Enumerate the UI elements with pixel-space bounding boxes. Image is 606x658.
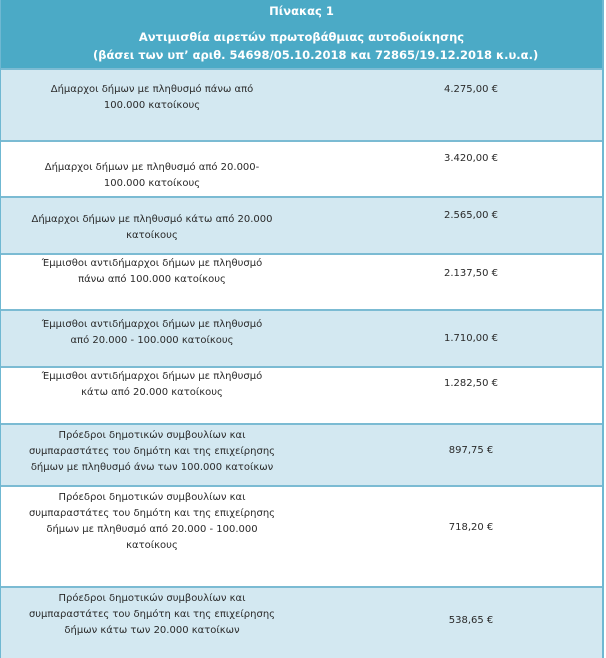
label-line: 100.000 κατοίκους xyxy=(103,178,201,189)
table-row xyxy=(1,196,602,253)
label-line: δήμων με πληθυσμό άνω των 100.000 κατοίκων xyxy=(30,462,274,473)
table-row xyxy=(1,309,602,366)
table-row xyxy=(1,485,602,586)
label-line: πάνω από 100.000 κατοίκους xyxy=(78,274,226,285)
table-row xyxy=(1,140,602,196)
row-label xyxy=(7,428,297,476)
row-value: 3.420,00 € xyxy=(443,153,499,164)
table-legal-basis: (βάσει των υπ’ αριθ. 54698/05.10.2018 και 72865/19.12.2018 κ.υ.α.) xyxy=(93,48,539,62)
table-header xyxy=(1,0,602,68)
row-label xyxy=(7,160,297,192)
row-value: 2.565,00 € xyxy=(443,210,499,221)
label-line: Πρόεδροι δημοτικών συμβουλίων και xyxy=(58,593,246,604)
table-title: Πίνακας 1 xyxy=(269,4,334,18)
label-line: 100.000 κατοίκους xyxy=(103,100,201,111)
label-line: κάτω από 20.000 κατοίκους xyxy=(81,387,223,398)
label-line: από 20.000 - 100.000 κατοίκους xyxy=(70,335,234,346)
row-value: 1.710,00 € xyxy=(443,333,499,344)
row-value: 897,75 € xyxy=(448,445,494,456)
table-subtitle: Αντιμισθία αιρετών πρωτοβάθμιας αυτοδιοίκησης xyxy=(138,30,465,44)
table-row xyxy=(1,423,602,485)
label-line: συμπαραστάτες του δημότη και της επιχείρησης xyxy=(28,508,276,519)
label-line: κατοίκους xyxy=(126,540,178,551)
row-value: 2.137,50 € xyxy=(443,268,499,279)
row-label xyxy=(7,82,297,114)
label-line: συμπαραστάτες του δημότη και της επιχείρησης xyxy=(28,446,276,457)
label-line: Έμμισθοι αντιδήμαρχοι δήμων με πληθυσμό xyxy=(41,319,263,330)
label-line: συμπαραστάτες του δημότη και της επιχείρησης xyxy=(28,609,276,620)
row-value: 718,20 € xyxy=(448,522,494,533)
row-value: 4.275,00 € xyxy=(443,84,499,95)
label-line: κατοίκους xyxy=(126,230,178,241)
label-line: Έμμισθοι αντιδήμαρχοι δήμων με πληθυσμό xyxy=(41,371,263,382)
label-line: Δήμαρχοι δήμων με πληθυσμό κάτω από 20.000 xyxy=(31,214,273,225)
row-label xyxy=(7,317,297,349)
label-line: δήμων κάτω των 20.000 κατοίκων xyxy=(64,625,240,636)
row-label xyxy=(7,369,297,401)
label-line: Δήμαρχοι δήμων με πληθυσμό από 20.000- xyxy=(44,162,260,173)
row-label xyxy=(7,256,297,288)
table-row xyxy=(1,253,602,309)
table-row xyxy=(1,586,602,658)
label-line: Έμμισθοι αντιδήμαρχοι δήμων με πληθυσμό xyxy=(41,258,263,269)
row-label xyxy=(7,591,297,639)
table-row xyxy=(1,68,602,140)
row-label xyxy=(7,212,297,244)
label-line: Πρόεδροι δημοτικών συμβουλίων και xyxy=(58,492,246,503)
row-value: 538,65 € xyxy=(448,615,494,626)
label-line: Δήμαρχοι δήμων με πληθυσμό πάνω από xyxy=(50,84,254,95)
table-row xyxy=(1,366,602,423)
row-label xyxy=(7,490,297,554)
label-line: Πρόεδροι δημοτικών συμβουλίων και xyxy=(58,430,246,441)
row-value: 1.282,50 € xyxy=(443,378,499,389)
label-line: δήμων με πληθυσμό από 20.000 - 100.000 xyxy=(46,524,258,535)
